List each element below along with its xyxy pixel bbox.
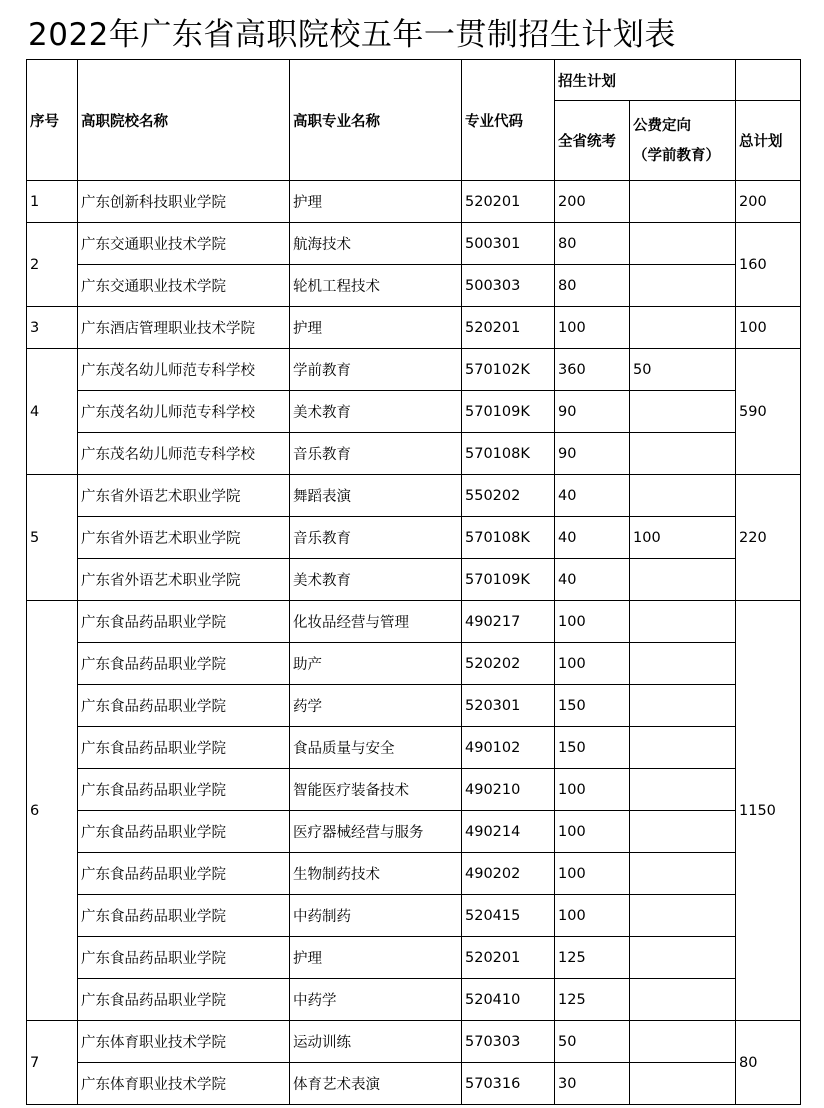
cell-major: 音乐教育 — [290, 433, 462, 475]
header-major: 高职专业名称 — [290, 60, 462, 181]
header-code: 专业代码 — [462, 60, 555, 181]
cell-directed — [630, 769, 736, 811]
cell-directed — [630, 601, 736, 643]
cell-school: 广东省外语艺术职业学院 — [78, 475, 290, 517]
cell-province: 90 — [555, 433, 630, 475]
cell-province: 360 — [555, 349, 630, 391]
cell-province: 150 — [555, 685, 630, 727]
cell-major: 舞蹈表演 — [290, 475, 462, 517]
cell-total: 200 — [736, 181, 801, 223]
cell-major: 护理 — [290, 181, 462, 223]
cell-seq: 2 — [27, 223, 78, 307]
cell-school: 广东食品药品职业学院 — [78, 979, 290, 1021]
cell-code: 570109K — [462, 559, 555, 601]
cell-major: 运动训练 — [290, 1021, 462, 1063]
header-directed-line2: （学前教育） — [633, 147, 720, 164]
header-seq: 序号 — [27, 60, 78, 181]
cell-school: 广东食品药品职业学院 — [78, 895, 290, 937]
page-title: 2022年广东省高职院校五年一贯制招生计划表 — [28, 17, 676, 53]
header-directed-line1: 公费定向 — [633, 117, 691, 134]
table-row — [27, 601, 801, 643]
cell-total: 1150 — [736, 601, 801, 1021]
cell-school: 广东省外语艺术职业学院 — [78, 517, 290, 559]
cell-directed — [630, 265, 736, 307]
table-row — [27, 1021, 801, 1063]
table-row — [27, 937, 801, 979]
cell-province: 50 — [555, 1021, 630, 1063]
cell-province: 100 — [555, 811, 630, 853]
cell-directed — [630, 181, 736, 223]
table-row — [27, 349, 801, 391]
cell-major: 中药制药 — [290, 895, 462, 937]
cell-directed — [630, 1063, 736, 1105]
cell-major: 医疗器械经营与服务 — [290, 811, 462, 853]
cell-seq: 1 — [27, 181, 78, 223]
cell-code: 490214 — [462, 811, 555, 853]
cell-directed — [630, 433, 736, 475]
table-row — [27, 979, 801, 1021]
cell-code: 520201 — [462, 307, 555, 349]
cell-code: 570109K — [462, 391, 555, 433]
cell-school: 广东食品药品职业学院 — [78, 853, 290, 895]
cell-seq: 3 — [27, 307, 78, 349]
cell-directed — [630, 937, 736, 979]
cell-directed — [630, 811, 736, 853]
cell-school: 广东酒店管理职业技术学院 — [78, 307, 290, 349]
cell-major: 轮机工程技术 — [290, 265, 462, 307]
cell-major: 食品质量与安全 — [290, 727, 462, 769]
cell-province: 40 — [555, 517, 630, 559]
cell-province: 150 — [555, 727, 630, 769]
cell-seq: 6 — [27, 601, 78, 1021]
table-row — [27, 853, 801, 895]
cell-school: 广东食品药品职业学院 — [78, 727, 290, 769]
cell-province: 125 — [555, 979, 630, 1021]
cell-code: 500301 — [462, 223, 555, 265]
cell-code: 520415 — [462, 895, 555, 937]
cell-province: 90 — [555, 391, 630, 433]
cell-total: 100 — [736, 307, 801, 349]
header-blank — [736, 60, 801, 101]
cell-school: 广东茂名幼儿师范专科学校 — [78, 349, 290, 391]
cell-code: 520201 — [462, 937, 555, 979]
cell-directed — [630, 1021, 736, 1063]
cell-code: 570108K — [462, 517, 555, 559]
cell-major: 美术教育 — [290, 559, 462, 601]
table-row — [27, 895, 801, 937]
cell-major: 中药学 — [290, 979, 462, 1021]
cell-major: 美术教育 — [290, 391, 462, 433]
header-province: 全省统考 — [555, 101, 630, 181]
cell-school: 广东茂名幼儿师范专科学校 — [78, 391, 290, 433]
table-row — [27, 391, 801, 433]
table-row — [27, 811, 801, 853]
cell-code: 570303 — [462, 1021, 555, 1063]
enrollment-plan-table — [26, 59, 801, 1105]
cell-total: 160 — [736, 223, 801, 307]
cell-total: 80 — [736, 1021, 801, 1105]
table-row — [27, 181, 801, 223]
cell-directed — [630, 559, 736, 601]
cell-province: 100 — [555, 853, 630, 895]
cell-directed — [630, 685, 736, 727]
table-row — [27, 475, 801, 517]
cell-school: 广东食品药品职业学院 — [78, 769, 290, 811]
cell-province: 100 — [555, 895, 630, 937]
cell-seq: 7 — [27, 1021, 78, 1105]
cell-province: 200 — [555, 181, 630, 223]
cell-province: 100 — [555, 643, 630, 685]
cell-major: 智能医疗装备技术 — [290, 769, 462, 811]
cell-school: 广东茂名幼儿师范专科学校 — [78, 433, 290, 475]
table-row — [27, 685, 801, 727]
header-total: 总计划 — [736, 101, 801, 181]
cell-major: 航海技术 — [290, 223, 462, 265]
table-row — [27, 223, 801, 265]
cell-total: 220 — [736, 475, 801, 601]
cell-code: 520301 — [462, 685, 555, 727]
cell-directed — [630, 475, 736, 517]
cell-code: 520202 — [462, 643, 555, 685]
cell-directed — [630, 643, 736, 685]
cell-province: 125 — [555, 937, 630, 979]
cell-school: 广东交通职业技术学院 — [78, 265, 290, 307]
cell-major: 护理 — [290, 307, 462, 349]
cell-province: 30 — [555, 1063, 630, 1105]
table-row — [27, 559, 801, 601]
cell-code: 570108K — [462, 433, 555, 475]
cell-province: 100 — [555, 601, 630, 643]
table-row — [27, 307, 801, 349]
cell-school: 广东食品药品职业学院 — [78, 685, 290, 727]
cell-total: 590 — [736, 349, 801, 475]
cell-directed — [630, 727, 736, 769]
cell-major: 药学 — [290, 685, 462, 727]
header-plan-group: 招生计划 — [555, 60, 736, 101]
cell-major: 助产 — [290, 643, 462, 685]
cell-code: 520201 — [462, 181, 555, 223]
cell-code: 550202 — [462, 475, 555, 517]
cell-code: 520410 — [462, 979, 555, 1021]
cell-school: 广东食品药品职业学院 — [78, 937, 290, 979]
cell-directed — [630, 853, 736, 895]
cell-directed — [630, 979, 736, 1021]
cell-major: 化妆品经营与管理 — [290, 601, 462, 643]
cell-seq: 4 — [27, 349, 78, 475]
cell-code: 490202 — [462, 853, 555, 895]
table-row — [27, 433, 801, 475]
cell-directed — [630, 895, 736, 937]
cell-school: 广东食品药品职业学院 — [78, 601, 290, 643]
cell-directed: 100 — [630, 517, 736, 559]
cell-code: 570316 — [462, 1063, 555, 1105]
cell-school: 广东交通职业技术学院 — [78, 223, 290, 265]
cell-directed: 50 — [630, 349, 736, 391]
header-directed — [630, 101, 736, 181]
cell-school: 广东食品药品职业学院 — [78, 643, 290, 685]
cell-province: 40 — [555, 475, 630, 517]
cell-major: 学前教育 — [290, 349, 462, 391]
cell-seq: 5 — [27, 475, 78, 601]
table-row — [27, 727, 801, 769]
cell-directed — [630, 223, 736, 265]
cell-directed — [630, 391, 736, 433]
cell-code: 500303 — [462, 265, 555, 307]
cell-major: 音乐教育 — [290, 517, 462, 559]
cell-school: 广东省外语艺术职业学院 — [78, 559, 290, 601]
cell-province: 40 — [555, 559, 630, 601]
table-row — [27, 769, 801, 811]
table-row — [27, 517, 801, 559]
cell-province: 80 — [555, 265, 630, 307]
cell-province: 100 — [555, 307, 630, 349]
cell-code: 570102K — [462, 349, 555, 391]
cell-province: 100 — [555, 769, 630, 811]
cell-school: 广东体育职业技术学院 — [78, 1021, 290, 1063]
table-row — [27, 643, 801, 685]
cell-code: 490210 — [462, 769, 555, 811]
cell-school: 广东食品药品职业学院 — [78, 811, 290, 853]
cell-code: 490102 — [462, 727, 555, 769]
cell-major: 体育艺术表演 — [290, 1063, 462, 1105]
cell-province: 80 — [555, 223, 630, 265]
cell-major: 生物制药技术 — [290, 853, 462, 895]
cell-school: 广东创新科技职业学院 — [78, 181, 290, 223]
cell-major: 护理 — [290, 937, 462, 979]
table-row — [27, 265, 801, 307]
cell-code: 490217 — [462, 601, 555, 643]
table-row — [27, 1063, 801, 1105]
header-school: 高职院校名称 — [78, 60, 290, 181]
cell-school: 广东体育职业技术学院 — [78, 1063, 290, 1105]
cell-directed — [630, 307, 736, 349]
